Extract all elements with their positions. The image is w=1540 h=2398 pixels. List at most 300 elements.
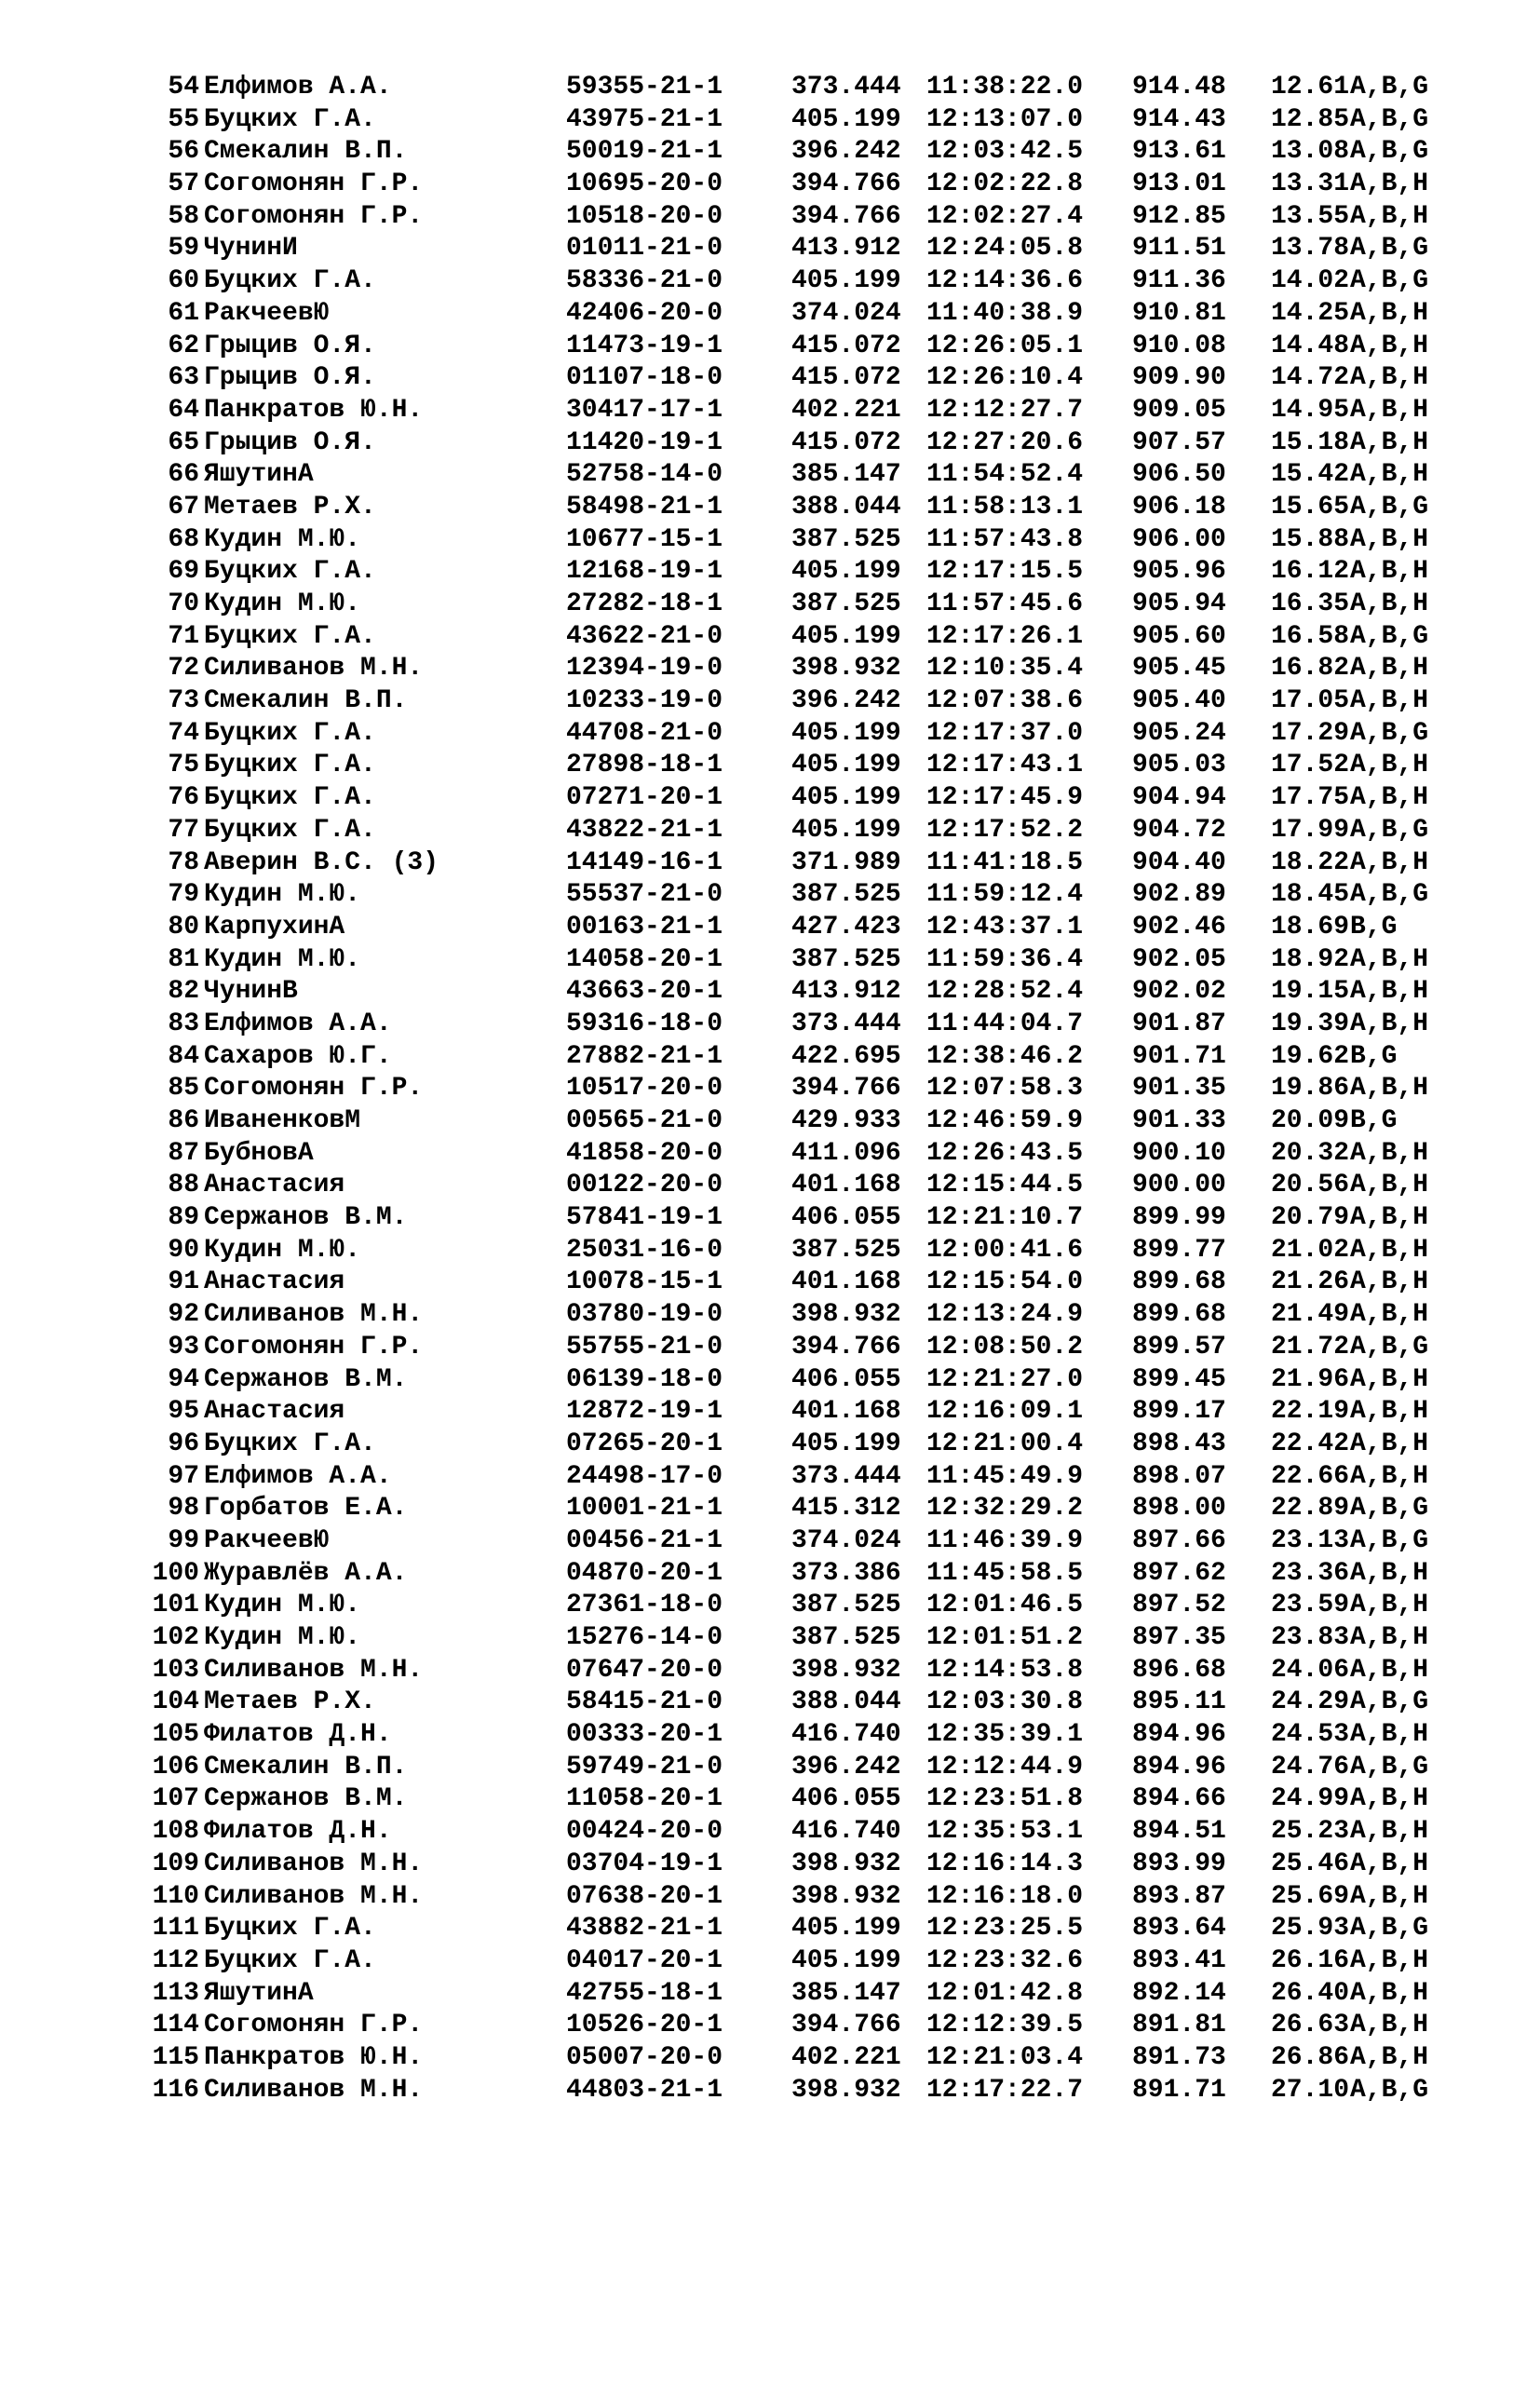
category-flags-cell: A,B,H bbox=[1350, 847, 1429, 877]
place-cell: 112 bbox=[152, 1945, 199, 1975]
place-cell: 85 bbox=[168, 1074, 199, 1104]
fancier-name-cell: Сержанов В.М. bbox=[204, 1784, 408, 1814]
table-row bbox=[0, 815, 1540, 847]
ring-number-cell: 03704-19-1 bbox=[566, 1849, 723, 1878]
place-cell: 82 bbox=[168, 977, 199, 1007]
table-row bbox=[0, 1622, 1540, 1655]
category-flags-cell: A,B,H bbox=[1350, 1429, 1429, 1458]
fancier-name-cell: РакчеевЮ bbox=[204, 1525, 330, 1555]
fancier-name-cell: Грыцив О.Я. bbox=[204, 331, 376, 360]
speed-cell: 902.02 bbox=[1132, 977, 1226, 1007]
coefficient-cell: 25.23 bbox=[1271, 1817, 1350, 1847]
place-cell: 62 bbox=[168, 331, 199, 360]
coefficient-cell: 17.99 bbox=[1271, 815, 1350, 845]
fancier-name-cell: Сахаров Ю.Г. bbox=[204, 1041, 392, 1071]
category-flags-cell: A,B,H bbox=[1350, 2011, 1429, 2040]
place-cell: 115 bbox=[152, 2042, 199, 2072]
arrival-time-cell: 12:17:26.1 bbox=[926, 621, 1084, 651]
table-row bbox=[0, 1752, 1540, 1784]
coefficient-cell: 16.82 bbox=[1271, 654, 1350, 684]
place-cell: 64 bbox=[168, 395, 199, 425]
speed-cell: 906.50 bbox=[1132, 460, 1226, 490]
distance-cell: 405.199 bbox=[791, 621, 901, 651]
place-cell: 106 bbox=[152, 1752, 199, 1782]
place-cell: 90 bbox=[168, 1235, 199, 1265]
ring-number-cell: 00333-20-1 bbox=[566, 1720, 723, 1750]
arrival-time-cell: 12:23:51.8 bbox=[926, 1784, 1084, 1814]
category-flags-cell: A,B,H bbox=[1350, 751, 1429, 780]
category-flags-cell: B,G bbox=[1350, 1041, 1398, 1071]
fancier-name-cell: ЧунинВ bbox=[204, 977, 298, 1007]
coefficient-cell: 25.69 bbox=[1271, 1881, 1350, 1911]
speed-cell: 897.62 bbox=[1132, 1558, 1226, 1588]
ring-number-cell: 00456-21-1 bbox=[566, 1525, 723, 1555]
fancier-name-cell: Смекалин В.П. bbox=[204, 686, 408, 716]
ring-number-cell: 11473-19-1 bbox=[566, 331, 723, 360]
coefficient-cell: 24.99 bbox=[1271, 1784, 1350, 1814]
coefficient-cell: 16.58 bbox=[1271, 621, 1350, 651]
speed-cell: 914.43 bbox=[1132, 104, 1226, 134]
table-row bbox=[0, 1170, 1540, 1202]
place-cell: 93 bbox=[168, 1332, 199, 1362]
speed-cell: 909.05 bbox=[1132, 395, 1226, 425]
distance-cell: 374.024 bbox=[791, 298, 901, 328]
distance-cell: 398.932 bbox=[791, 654, 901, 684]
fancier-name-cell: ЯшутинА bbox=[204, 1978, 314, 2008]
category-flags-cell: A,B,H bbox=[1350, 1009, 1429, 1038]
place-cell: 65 bbox=[168, 427, 199, 457]
table-row bbox=[0, 459, 1540, 492]
speed-cell: 891.71 bbox=[1132, 2075, 1226, 2105]
speed-cell: 893.99 bbox=[1132, 1849, 1226, 1878]
place-cell: 79 bbox=[168, 880, 199, 910]
fancier-name-cell: Согомонян Г.Р. bbox=[204, 201, 424, 231]
speed-cell: 909.90 bbox=[1132, 363, 1226, 393]
category-flags-cell: A,B,H bbox=[1350, 524, 1429, 554]
category-flags-cell: A,B,G bbox=[1350, 1752, 1429, 1782]
table-row bbox=[0, 750, 1540, 782]
arrival-time-cell: 12:16:09.1 bbox=[926, 1397, 1084, 1427]
category-flags-cell: A,B,H bbox=[1350, 201, 1429, 231]
table-row bbox=[0, 1429, 1540, 1461]
ring-number-cell: 03780-19-0 bbox=[566, 1300, 723, 1330]
ring-number-cell: 05007-20-0 bbox=[566, 2042, 723, 2072]
distance-cell: 405.199 bbox=[791, 815, 901, 845]
speed-cell: 905.60 bbox=[1132, 621, 1226, 651]
ring-number-cell: 00565-21-0 bbox=[566, 1106, 723, 1135]
place-cell: 111 bbox=[152, 1914, 199, 1944]
distance-cell: 394.766 bbox=[791, 1332, 901, 1362]
arrival-time-cell: 12:21:03.4 bbox=[926, 2042, 1084, 2072]
category-flags-cell: A,B,H bbox=[1350, 977, 1429, 1007]
place-cell: 104 bbox=[152, 1687, 199, 1717]
ring-number-cell: 10233-19-0 bbox=[566, 686, 723, 716]
fancier-name-cell: ЯшутинА bbox=[204, 460, 314, 490]
speed-cell: 897.66 bbox=[1132, 1525, 1226, 1555]
speed-cell: 895.11 bbox=[1132, 1687, 1226, 1717]
arrival-time-cell: 11:46:39.9 bbox=[926, 1525, 1084, 1555]
coefficient-cell: 23.83 bbox=[1271, 1623, 1350, 1652]
coefficient-cell: 14.48 bbox=[1271, 331, 1350, 360]
coefficient-cell: 15.18 bbox=[1271, 427, 1350, 457]
coefficient-cell: 22.42 bbox=[1271, 1429, 1350, 1458]
category-flags-cell: A,B,H bbox=[1350, 1300, 1429, 1330]
fancier-name-cell: Филатов Д.Н. bbox=[204, 1817, 392, 1847]
speed-cell: 905.03 bbox=[1132, 751, 1226, 780]
distance-cell: 385.147 bbox=[791, 1978, 901, 2008]
place-cell: 109 bbox=[152, 1849, 199, 1878]
distance-cell: 387.525 bbox=[791, 1235, 901, 1265]
ring-number-cell: 10001-21-1 bbox=[566, 1494, 723, 1524]
arrival-time-cell: 12:46:59.9 bbox=[926, 1106, 1084, 1135]
table-row bbox=[0, 1364, 1540, 1397]
category-flags-cell: A,B,H bbox=[1350, 1203, 1429, 1233]
category-flags-cell: A,B,H bbox=[1350, 298, 1429, 328]
category-flags-cell: A,B,H bbox=[1350, 460, 1429, 490]
place-cell: 66 bbox=[168, 460, 199, 490]
distance-cell: 405.199 bbox=[791, 718, 901, 748]
arrival-time-cell: 11:57:45.6 bbox=[926, 589, 1084, 618]
category-flags-cell: A,B,H bbox=[1350, 1397, 1429, 1427]
category-flags-cell: A,B,H bbox=[1350, 944, 1429, 974]
arrival-time-cell: 12:03:42.5 bbox=[926, 137, 1084, 167]
arrival-time-cell: 12:21:00.4 bbox=[926, 1429, 1084, 1458]
arrival-time-cell: 12:01:46.5 bbox=[926, 1591, 1084, 1620]
fancier-name-cell: Елфимов А.А. bbox=[204, 1009, 392, 1038]
fancier-name-cell: Буцких Г.А. bbox=[204, 621, 376, 651]
place-cell: 61 bbox=[168, 298, 199, 328]
ring-number-cell: 00424-20-0 bbox=[566, 1817, 723, 1847]
fancier-name-cell: Силиванов М.Н. bbox=[204, 654, 424, 684]
table-row bbox=[0, 362, 1540, 395]
arrival-time-cell: 11:58:13.1 bbox=[926, 492, 1084, 522]
category-flags-cell: A,B,G bbox=[1350, 1914, 1429, 1944]
arrival-time-cell: 12:35:39.1 bbox=[926, 1720, 1084, 1750]
distance-cell: 422.695 bbox=[791, 1041, 901, 1071]
coefficient-cell: 19.86 bbox=[1271, 1074, 1350, 1104]
table-row bbox=[0, 1493, 1540, 1525]
category-flags-cell: A,B,G bbox=[1350, 137, 1429, 167]
category-flags-cell: A,B,G bbox=[1350, 492, 1429, 522]
distance-cell: 371.989 bbox=[791, 847, 901, 877]
speed-cell: 899.77 bbox=[1132, 1235, 1226, 1265]
fancier-name-cell: Согомонян Г.Р. bbox=[204, 1332, 424, 1362]
place-cell: 116 bbox=[152, 2075, 199, 2105]
place-cell: 97 bbox=[168, 1461, 199, 1491]
category-flags-cell: A,B,G bbox=[1350, 718, 1429, 748]
distance-cell: 396.242 bbox=[791, 1752, 901, 1782]
speed-cell: 906.18 bbox=[1132, 492, 1226, 522]
speed-cell: 897.52 bbox=[1132, 1591, 1226, 1620]
table-row bbox=[0, 653, 1540, 685]
distance-cell: 415.312 bbox=[791, 1494, 901, 1524]
table-row bbox=[0, 265, 1540, 298]
fancier-name-cell: Смекалин В.П. bbox=[204, 1752, 408, 1782]
table-row bbox=[0, 1235, 1540, 1267]
coefficient-cell: 24.53 bbox=[1271, 1720, 1350, 1750]
speed-cell: 894.51 bbox=[1132, 1817, 1226, 1847]
table-row bbox=[0, 1461, 1540, 1494]
coefficient-cell: 20.56 bbox=[1271, 1171, 1350, 1200]
category-flags-cell: A,B,H bbox=[1350, 686, 1429, 716]
coefficient-cell: 20.32 bbox=[1271, 1138, 1350, 1168]
ring-number-cell: 10695-20-0 bbox=[566, 169, 723, 199]
distance-cell: 387.525 bbox=[791, 1623, 901, 1652]
table-row bbox=[0, 169, 1540, 201]
speed-cell: 905.24 bbox=[1132, 718, 1226, 748]
coefficient-cell: 19.39 bbox=[1271, 1009, 1350, 1038]
arrival-time-cell: 12:03:30.8 bbox=[926, 1687, 1084, 1717]
ring-number-cell: 44803-21-1 bbox=[566, 2075, 723, 2105]
table-row bbox=[0, 524, 1540, 557]
category-flags-cell: A,B,G bbox=[1350, 266, 1429, 296]
coefficient-cell: 25.46 bbox=[1271, 1849, 1350, 1878]
distance-cell: 405.199 bbox=[791, 1429, 901, 1458]
table-row bbox=[0, 1073, 1540, 1105]
distance-cell: 402.221 bbox=[791, 2042, 901, 2072]
table-row bbox=[0, 136, 1540, 169]
table-row bbox=[0, 847, 1540, 880]
arrival-time-cell: 12:35:53.1 bbox=[926, 1817, 1084, 1847]
arrival-time-cell: 12:17:52.2 bbox=[926, 815, 1084, 845]
arrival-time-cell: 12:43:37.1 bbox=[926, 912, 1084, 942]
speed-cell: 898.07 bbox=[1132, 1461, 1226, 1491]
speed-cell: 893.64 bbox=[1132, 1914, 1226, 1944]
fancier-name-cell: Согомонян Г.Р. bbox=[204, 169, 424, 199]
speed-cell: 912.85 bbox=[1132, 201, 1226, 231]
distance-cell: 387.525 bbox=[791, 589, 901, 618]
place-cell: 92 bbox=[168, 1300, 199, 1330]
place-cell: 100 bbox=[152, 1558, 199, 1588]
ring-number-cell: 43975-21-1 bbox=[566, 104, 723, 134]
speed-cell: 905.96 bbox=[1132, 557, 1226, 587]
fancier-name-cell: Кудин М.Ю. bbox=[204, 944, 361, 974]
arrival-time-cell: 12:02:27.4 bbox=[926, 201, 1084, 231]
place-cell: 56 bbox=[168, 137, 199, 167]
table-row bbox=[0, 1105, 1540, 1138]
category-flags-cell: A,B,H bbox=[1350, 1558, 1429, 1588]
speed-cell: 894.96 bbox=[1132, 1752, 1226, 1782]
table-row bbox=[0, 718, 1540, 751]
place-cell: 101 bbox=[152, 1591, 199, 1620]
ring-number-cell: 59355-21-1 bbox=[566, 73, 723, 102]
fancier-name-cell: Панкратов Ю.Н. bbox=[204, 395, 424, 425]
fancier-name-cell: Кудин М.Ю. bbox=[204, 589, 361, 618]
speed-cell: 899.57 bbox=[1132, 1332, 1226, 1362]
table-row bbox=[0, 1590, 1540, 1622]
category-flags-cell: A,B,H bbox=[1350, 1784, 1429, 1814]
category-flags-cell: A,B,H bbox=[1350, 1720, 1429, 1750]
speed-cell: 902.46 bbox=[1132, 912, 1226, 942]
speed-cell: 899.45 bbox=[1132, 1364, 1226, 1394]
speed-cell: 907.57 bbox=[1132, 427, 1226, 457]
fancier-name-cell: Буцких Г.А. bbox=[204, 1945, 376, 1975]
coefficient-cell: 15.88 bbox=[1271, 524, 1350, 554]
place-cell: 86 bbox=[168, 1106, 199, 1135]
coefficient-cell: 14.02 bbox=[1271, 266, 1350, 296]
distance-cell: 401.168 bbox=[791, 1171, 901, 1200]
speed-cell: 899.68 bbox=[1132, 1300, 1226, 1330]
coefficient-cell: 12.61 bbox=[1271, 73, 1350, 102]
category-flags-cell: A,B,H bbox=[1350, 363, 1429, 393]
fancier-name-cell: ЧунинИ bbox=[204, 234, 298, 264]
arrival-time-cell: 12:24:05.8 bbox=[926, 234, 1084, 264]
place-cell: 78 bbox=[168, 847, 199, 877]
ring-number-cell: 10526-20-1 bbox=[566, 2011, 723, 2040]
place-cell: 87 bbox=[168, 1138, 199, 1168]
place-cell: 74 bbox=[168, 718, 199, 748]
distance-cell: 387.525 bbox=[791, 1591, 901, 1620]
speed-cell: 911.36 bbox=[1132, 266, 1226, 296]
ring-number-cell: 12168-19-1 bbox=[566, 557, 723, 587]
speed-cell: 894.96 bbox=[1132, 1720, 1226, 1750]
category-flags-cell: A,B,H bbox=[1350, 427, 1429, 457]
coefficient-cell: 19.62 bbox=[1271, 1041, 1350, 1071]
coefficient-cell: 21.49 bbox=[1271, 1300, 1350, 1330]
category-flags-cell: A,B,G bbox=[1350, 1494, 1429, 1524]
coefficient-cell: 14.72 bbox=[1271, 363, 1350, 393]
ring-number-cell: 14149-16-1 bbox=[566, 847, 723, 877]
fancier-name-cell: Анастасия bbox=[204, 1267, 345, 1297]
distance-cell: 398.932 bbox=[791, 2075, 901, 2105]
speed-cell: 899.17 bbox=[1132, 1397, 1226, 1427]
speed-cell: 904.40 bbox=[1132, 847, 1226, 877]
coefficient-cell: 12.85 bbox=[1271, 104, 1350, 134]
speed-cell: 894.66 bbox=[1132, 1784, 1226, 1814]
distance-cell: 401.168 bbox=[791, 1397, 901, 1427]
table-row bbox=[0, 2042, 1540, 2075]
category-flags-cell: A,B,G bbox=[1350, 621, 1429, 651]
ring-number-cell: 12394-19-0 bbox=[566, 654, 723, 684]
coefficient-cell: 23.59 bbox=[1271, 1591, 1350, 1620]
place-cell: 94 bbox=[168, 1364, 199, 1394]
ring-number-cell: 01107-18-0 bbox=[566, 363, 723, 393]
distance-cell: 405.199 bbox=[791, 266, 901, 296]
ring-number-cell: 27282-18-1 bbox=[566, 589, 723, 618]
fancier-name-cell: Буцких Г.А. bbox=[204, 751, 376, 780]
category-flags-cell: A,B,H bbox=[1350, 1235, 1429, 1265]
distance-cell: 402.221 bbox=[791, 395, 901, 425]
table-row bbox=[0, 1267, 1540, 1299]
speed-cell: 893.41 bbox=[1132, 1945, 1226, 1975]
fancier-name-cell: Анастасия bbox=[204, 1397, 345, 1427]
category-flags-cell: A,B,H bbox=[1350, 1591, 1429, 1620]
ring-number-cell: 07271-20-1 bbox=[566, 783, 723, 813]
fancier-name-cell: Сержанов В.М. bbox=[204, 1203, 408, 1233]
table-row bbox=[0, 201, 1540, 234]
category-flags-cell: A,B,G bbox=[1350, 1687, 1429, 1717]
category-flags-cell: A,B,H bbox=[1350, 1849, 1429, 1878]
distance-cell: 388.044 bbox=[791, 1687, 901, 1717]
place-cell: 113 bbox=[152, 1978, 199, 2008]
table-row bbox=[0, 912, 1540, 944]
category-flags-cell: A,B,H bbox=[1350, 1074, 1429, 1104]
fancier-name-cell: Буцких Г.А. bbox=[204, 783, 376, 813]
distance-cell: 373.444 bbox=[791, 1009, 901, 1038]
arrival-time-cell: 12:12:44.9 bbox=[926, 1752, 1084, 1782]
distance-cell: 398.932 bbox=[791, 1849, 901, 1878]
ring-number-cell: 43822-21-1 bbox=[566, 815, 723, 845]
speed-cell: 901.87 bbox=[1132, 1009, 1226, 1038]
category-flags-cell: A,B,H bbox=[1350, 1138, 1429, 1168]
table-row bbox=[0, 782, 1540, 815]
speed-cell: 901.33 bbox=[1132, 1106, 1226, 1135]
ring-number-cell: 58336-21-0 bbox=[566, 266, 723, 296]
fancier-name-cell: Метаев Р.Х. bbox=[204, 1687, 376, 1717]
table-row bbox=[0, 1525, 1540, 1558]
ring-number-cell: 41858-20-0 bbox=[566, 1138, 723, 1168]
distance-cell: 415.072 bbox=[791, 427, 901, 457]
fancier-name-cell: Елфимов А.А. bbox=[204, 73, 392, 102]
ring-number-cell: 30417-17-1 bbox=[566, 395, 723, 425]
arrival-time-cell: 12:13:07.0 bbox=[926, 104, 1084, 134]
table-row bbox=[0, 685, 1540, 718]
place-cell: 95 bbox=[168, 1397, 199, 1427]
category-flags-cell: A,B,H bbox=[1350, 589, 1429, 618]
arrival-time-cell: 12:01:42.8 bbox=[926, 1978, 1084, 2008]
ring-number-cell: 59749-21-0 bbox=[566, 1752, 723, 1782]
category-flags-cell: A,B,H bbox=[1350, 1817, 1429, 1847]
category-flags-cell: A,B,H bbox=[1350, 1978, 1429, 2008]
coefficient-cell: 27.10 bbox=[1271, 2075, 1350, 2105]
fancier-name-cell: Буцких Г.А. bbox=[204, 718, 376, 748]
coefficient-cell: 22.89 bbox=[1271, 1494, 1350, 1524]
coefficient-cell: 18.22 bbox=[1271, 847, 1350, 877]
table-row bbox=[0, 1138, 1540, 1171]
fancier-name-cell: Кудин М.Ю. bbox=[204, 524, 361, 554]
coefficient-cell: 19.15 bbox=[1271, 977, 1350, 1007]
fancier-name-cell: Силиванов М.Н. bbox=[204, 2075, 424, 2105]
fancier-name-cell: ИваненковМ bbox=[204, 1106, 361, 1135]
table-row bbox=[0, 2075, 1540, 2107]
table-row bbox=[0, 298, 1540, 331]
category-flags-cell: A,B,H bbox=[1350, 169, 1429, 199]
speed-cell: 898.43 bbox=[1132, 1429, 1226, 1458]
speed-cell: 906.00 bbox=[1132, 524, 1226, 554]
results-table bbox=[0, 72, 1540, 2107]
place-cell: 108 bbox=[152, 1817, 199, 1847]
arrival-time-cell: 12:12:39.5 bbox=[926, 2011, 1084, 2040]
fancier-name-cell: Горбатов Е.А. bbox=[204, 1494, 408, 1524]
distance-cell: 416.740 bbox=[791, 1817, 901, 1847]
ring-number-cell: 15276-14-0 bbox=[566, 1623, 723, 1652]
arrival-time-cell: 12:17:43.1 bbox=[926, 751, 1084, 780]
coefficient-cell: 15.42 bbox=[1271, 460, 1350, 490]
place-cell: 58 bbox=[168, 201, 199, 231]
arrival-time-cell: 12:27:20.6 bbox=[926, 427, 1084, 457]
fancier-name-cell: Метаев Р.Х. bbox=[204, 492, 376, 522]
speed-cell: 902.05 bbox=[1132, 944, 1226, 974]
speed-cell: 901.35 bbox=[1132, 1074, 1226, 1104]
arrival-time-cell: 12:15:54.0 bbox=[926, 1267, 1084, 1297]
ring-number-cell: 11058-20-1 bbox=[566, 1784, 723, 1814]
ring-number-cell: 43882-21-1 bbox=[566, 1914, 723, 1944]
speed-cell: 902.89 bbox=[1132, 880, 1226, 910]
place-cell: 98 bbox=[168, 1494, 199, 1524]
category-flags-cell: A,B,H bbox=[1350, 557, 1429, 587]
table-row bbox=[0, 2010, 1540, 2042]
arrival-time-cell: 12:14:53.8 bbox=[926, 1655, 1084, 1685]
fancier-name-cell: Кудин М.Ю. bbox=[204, 880, 361, 910]
distance-cell: 406.055 bbox=[791, 1203, 901, 1233]
arrival-time-cell: 12:17:22.7 bbox=[926, 2075, 1084, 2105]
coefficient-cell: 13.55 bbox=[1271, 201, 1350, 231]
ring-number-cell: 25031-16-0 bbox=[566, 1235, 723, 1265]
ring-number-cell: 10677-15-1 bbox=[566, 524, 723, 554]
arrival-time-cell: 12:14:36.6 bbox=[926, 266, 1084, 296]
ring-number-cell: 00122-20-0 bbox=[566, 1171, 723, 1200]
category-flags-cell: A,B,H bbox=[1350, 395, 1429, 425]
